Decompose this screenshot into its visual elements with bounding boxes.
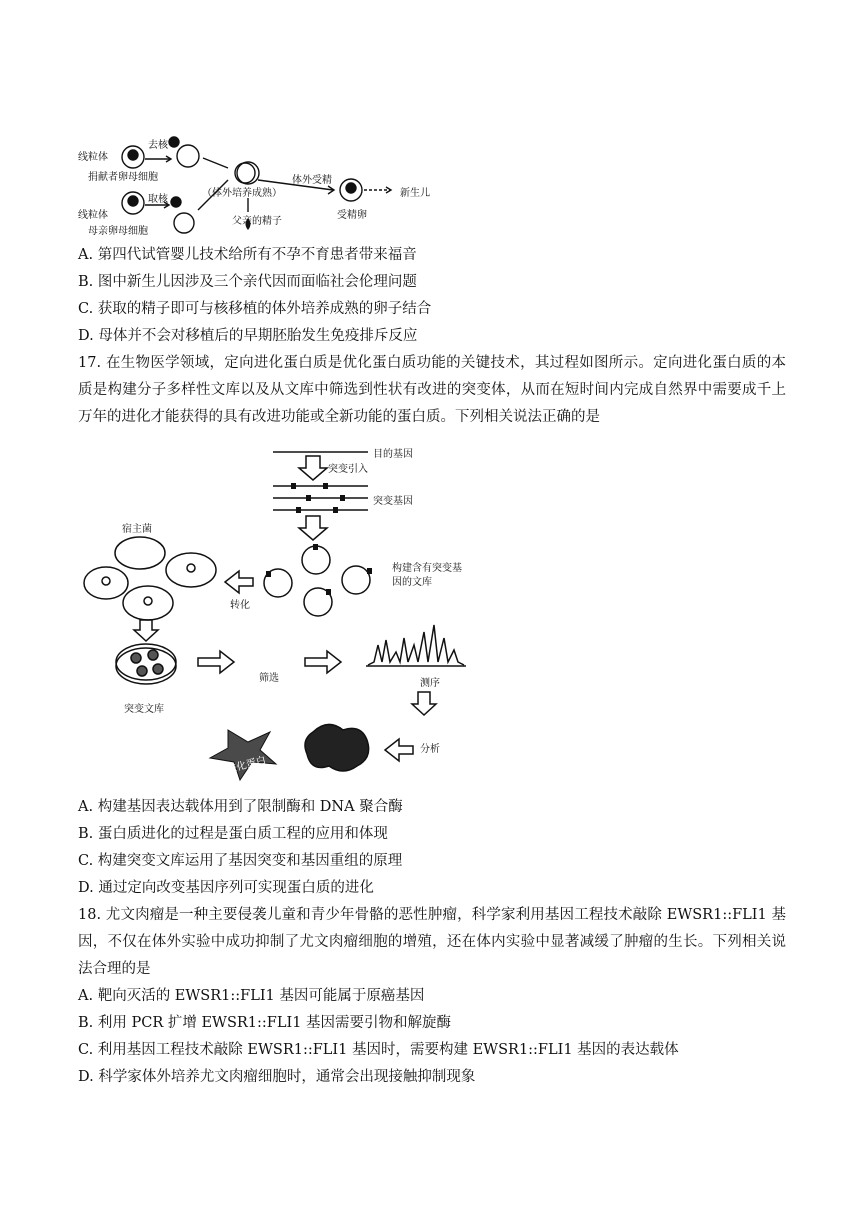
evolved-protein-label: 进化蛋白	[225, 754, 268, 776]
mutant-library-label: 突变文库	[124, 704, 164, 715]
mutation-intro-label: 突变引入	[328, 464, 368, 475]
q18-option-b: B. 利用 PCR 扩增 EWSR1::FLI1 基因需要引物和解旋酶	[78, 1015, 452, 1031]
target-gene-label: 目的基因	[373, 449, 413, 460]
q18-option-a: A. 靶向灭活的 EWSR1::FLI1 基因可能属于原癌基因	[78, 988, 425, 1004]
q17-option-c: C. 构建突变文库运用了基因突变和基因重组的原理	[78, 853, 403, 869]
mito-label-2: 线粒体	[78, 210, 108, 221]
take-nucleus-label: 取核	[148, 194, 168, 205]
father-sperm-label: 父亲的精子	[232, 216, 282, 227]
analysis-label: 分析	[420, 744, 440, 755]
host-label: 宿主菌	[122, 524, 152, 535]
q18-stem: 18. 尤文肉瘤是一种主要侵袭儿童和青少年骨骼的恶性肿瘤，科学家利用基因工程技术敲除 EWSR1::FLI1 基因，不仅在体外实验中成功抑制了尤文肉瘤细胞的增殖，还在体内实验中显著减缓了肿瘤的生长。下列相关说法合理的是	[78, 907, 786, 977]
mito-label-1: 线粒体	[78, 152, 108, 163]
screen-label: 筛选	[259, 673, 279, 684]
mutant-gene-label: 突变基因	[373, 496, 413, 507]
mother-label: 母亲卵母细胞	[88, 226, 148, 237]
q16-option-c: C. 获取的精子即可与核移植的体外培养成熟的卵子结合	[78, 301, 432, 317]
newborn-label: 新生儿	[400, 188, 430, 199]
q18-option-d: D. 科学家体外培养尤文肉瘤细胞时，通常会出现接触抑制现象	[78, 1069, 476, 1085]
ivf-label: 体外受精	[292, 175, 332, 186]
donor-label: 捐献者卵母细胞	[88, 172, 158, 183]
build-library-label: 构建含有突变基因的文库	[392, 563, 462, 588]
q16-option-d: D. 母体并不会对移植后的早期胚胎发生免疫排斥反应	[78, 328, 418, 344]
q16-option-a: A. 第四代试管婴儿技术给所有不孕不育患者带来福音	[78, 247, 417, 263]
culture-label: （体外培养成熟）	[202, 188, 282, 199]
q17-option-d: D. 通过定向改变基因序列可实现蛋白质的进化	[78, 880, 374, 896]
q17-option-a: A. 构建基因表达载体用到了限制酶和 DNA 聚合酶	[78, 799, 403, 815]
sequencing-label: 测序	[420, 678, 440, 689]
transform-label: 转化	[230, 600, 250, 611]
q16-option-b: B. 图中新生儿因涉及三个亲代因而面临社会伦理问题	[78, 274, 417, 290]
zygote-label: 受精卵	[337, 210, 367, 221]
directed-evolution-diagram	[78, 440, 498, 790]
enucleate-label: 去核	[148, 140, 168, 151]
q18-option-c: C. 利用基因工程技术敲除 EWSR1::FLI1 基因时，需要构建 EWSR1::FLI1 基因的表达载体	[78, 1042, 679, 1058]
q17-option-b: B. 蛋白质进化的过程是蛋白质工程的应用和体现	[78, 826, 388, 842]
q17-stem: 17. 在生物医学领域，定向进化蛋白质是优化蛋白质功能的关键技术，其过程如图所示。定向进化蛋白质的本质是构建分子多样性文库以及从文库中筛选到性状有改进的突变体，从而在短时间内完成自然界中需要成千上万年的进化才能获得的具有改进功能或全新功能的蛋白质。下列相关说法正确的是	[78, 355, 786, 425]
